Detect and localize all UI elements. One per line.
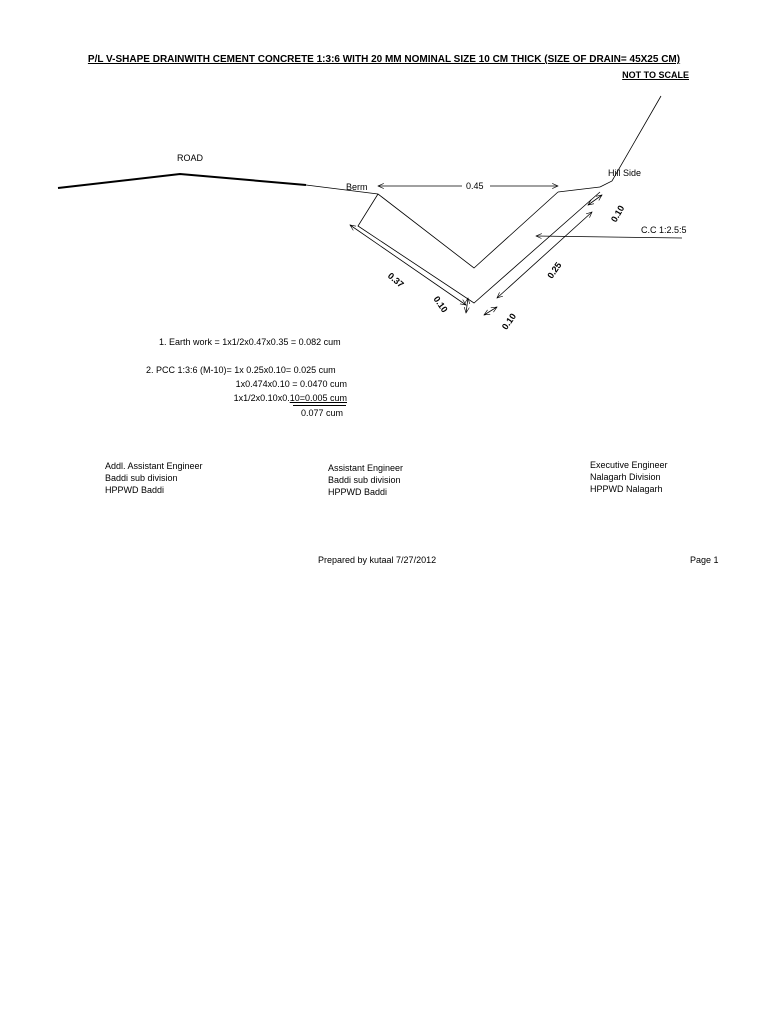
dim-left-thick-line — [466, 298, 468, 313]
signature-block-ee — [590, 459, 668, 495]
signature-title: Assistant Engineer — [328, 463, 404, 473]
hillside-berm-line — [558, 187, 600, 192]
dim-right-thick-top-label: 0.10 — [608, 203, 627, 224]
signature-org: HPPWD Baddi — [328, 487, 388, 497]
signature-block-addl-ae — [105, 460, 203, 496]
dim-left-thick-label: 0.10 — [431, 294, 450, 315]
road-profile-line — [58, 174, 306, 188]
cc-leader-line — [536, 236, 682, 238]
earth-work-calc: 1. Earth work = 1x1/2x0.47x0.35 = 0.082 cum — [159, 337, 341, 347]
signature-title: Addl. Assistant Engineer — [105, 461, 203, 471]
page-title: P/L V-SHAPE DRAINWITH CEMENT CONCRETE 1:3:6 WITH 20 MM NOMINAL SIZE 10 CM THICK (SIZE OF DRAIN= 45X25 CM) — [87, 54, 681, 65]
signature-office: Nalagarh Division — [590, 472, 661, 482]
page-number: Page 1 — [690, 555, 719, 565]
pcc-calc-line3 — [234, 393, 347, 404]
signature-office: Baddi sub division — [105, 473, 178, 483]
berm-label: Berm — [346, 182, 368, 192]
road-label: ROAD — [177, 153, 204, 163]
dim-right-slope-line — [497, 212, 592, 298]
dim-right-thick-bottom-line — [484, 307, 497, 315]
drain-outer-line — [358, 192, 600, 303]
dim-left-slope-label: 0.37 — [385, 270, 406, 290]
signature-block-ae — [328, 462, 403, 498]
prepared-by-footer: Prepared by kutaal 7/27/2012 — [318, 555, 437, 565]
cc-label: C.C 1:2.5:5 — [641, 225, 687, 235]
hillside-label: Hill Side — [608, 168, 642, 178]
signature-office: Baddi sub division — [328, 475, 401, 485]
pcc-calc-line3-prefix: 1x1/2x0.10x0. — [233, 393, 290, 403]
sum-underline — [293, 405, 346, 406]
pcc-calc-line3-underlined: 10=0.005 cum — [289, 393, 347, 403]
signature-org: HPPWD Nalagarh — [590, 484, 663, 494]
pcc-calc-line2: 1x0.474x0.10 = 0.0470 cum — [235, 379, 347, 389]
signature-org: HPPWD Baddi — [105, 485, 165, 495]
drain-inner-line — [378, 192, 558, 268]
dim-left-slope-line — [350, 225, 466, 305]
signature-title: Executive Engineer — [590, 460, 668, 470]
pcc-total: 0.077 cum — [300, 408, 343, 418]
dim-right-thick-bottom-label: 0.10 — [499, 311, 519, 332]
dim-right-slope-label: 0.25 — [545, 260, 564, 281]
pcc-calc-line1: 2. PCC 1:3:6 (M-10)= 1x 0.25x0.10= 0.025 cum — [146, 365, 336, 375]
not-to-scale-note: NOT TO SCALE — [622, 70, 689, 80]
dim-width-label: 0.45 — [466, 181, 484, 191]
